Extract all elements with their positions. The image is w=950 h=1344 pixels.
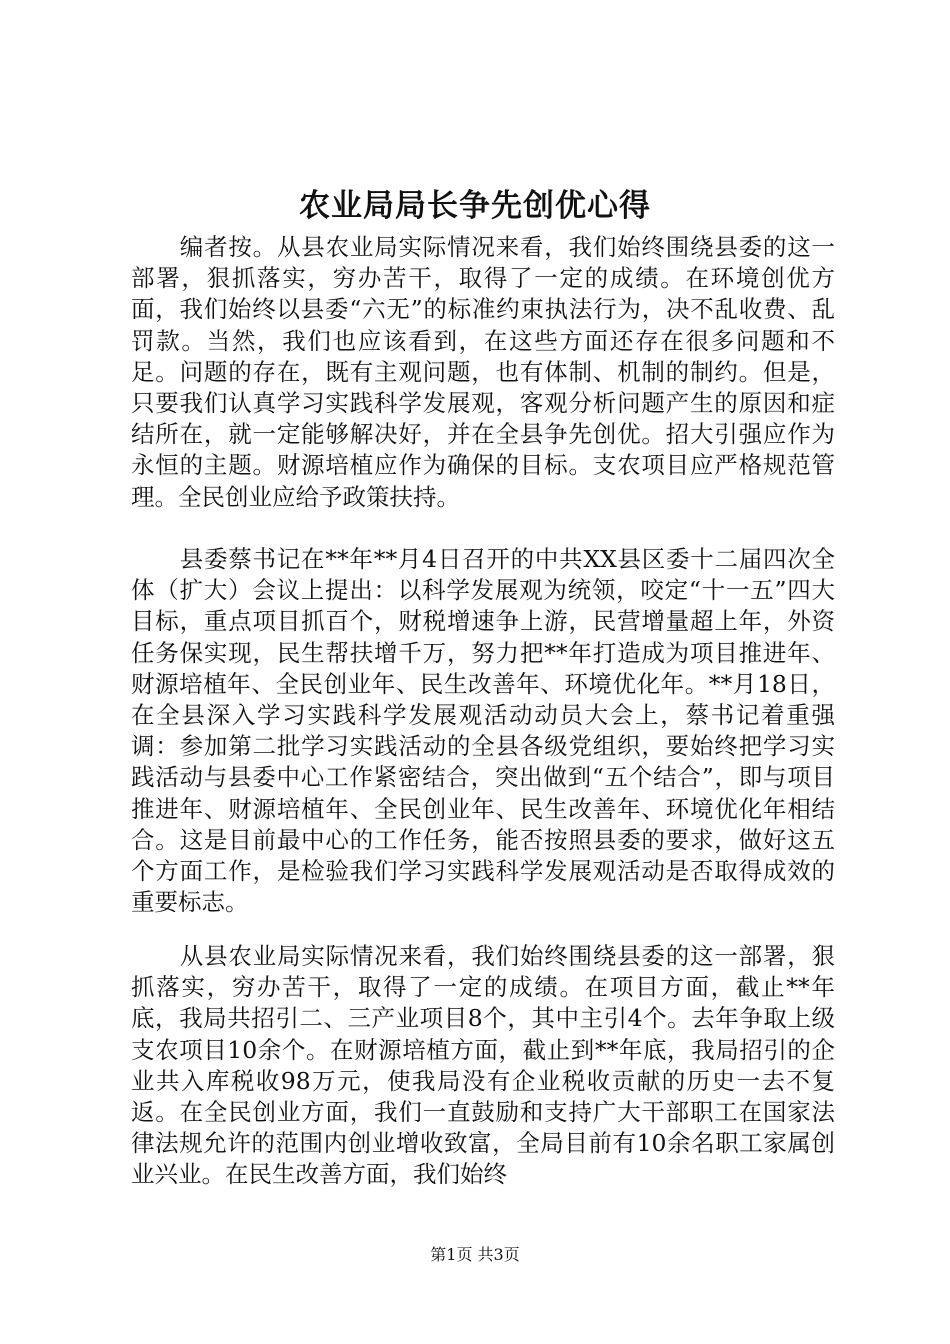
paragraph-secretary-speech: 县委蔡书记在**年**月4日召开的中共XX县区委十二届四次全体（扩大）会议上提出：以科学发展观为统领，咬定“十一五”四大目标，重点项目抓百个，财税增速争上游，民营增量超上年，外资任务保实现，民生帮扶增千万，努力把**年打造成为项目推进年、财源培植年、全民创业年、民生改善年、环境优化年。**月18日，在全县深入学习实践科学发展观活动动员大会上，蔡书记着重强调：参加第二批学习实践活动的全县各级党组织，要始终把学习实践活动与县委中心工作紧密结合，突出做到“五个结合”，即与项目推进年、财源培植年、全民创业年、民生改善年、环境优化年相结合。这是目前最中心的工作任务，能否按照县委的要求，做好这五个方面工作，是检验我们学习实践科学发展观活动是否取得成效的重要标志。 <box>131 545 835 917</box>
paragraph-bureau-achievements: 从县农业局实际情况来看，我们始终围绕县委的这一部署，狠抓落实，穷办苦干，取得了一定的成绩。在项目方面，截止**年底，我局共招引二、三产业项目8个，其中主引4个。去年争取上级支农项目10余个。在财源培植方面，截止到**年底，我局招引的企业共入库税收98万元，使我局没有企业税收贡献的历史一去不复返。在全民创业方面，我们一直鼓励和支持广大干部职工在国家法律法规允许的范围内创业增收致富，全局目前有10余名职工家属创业兴业。在民生改善方面，我们始终 <box>131 942 835 1189</box>
paragraph-editor-note: 编者按。从县农业局实际情况来看，我们始终围绕县委的这一部署，狠抓落实，穷办苦干，取得了一定的成绩。在环境创优方面，我们始终以县委“六无”的标准约束执法行为，决不乱收费、乱罚款。当然，我们也应该看到，在这些方面还存在很多问题和不足。问题的存在，既有主观问题，也有体制、机制的制约。但是，只要我们认真学习实践科学发展观，客观分析问题产生的原因和症结所在，就一定能够解决好，并在全县争先创优。招大引强应作为永恒的主题。财源培植应作为确保的目标。支农项目应严格规范管理。全民创业应给予政策扶持。 <box>131 233 835 511</box>
page-number-footer: 第1页 共3页 <box>430 1245 520 1264</box>
document-title: 农业局局长争先创优心得 <box>299 188 651 224</box>
